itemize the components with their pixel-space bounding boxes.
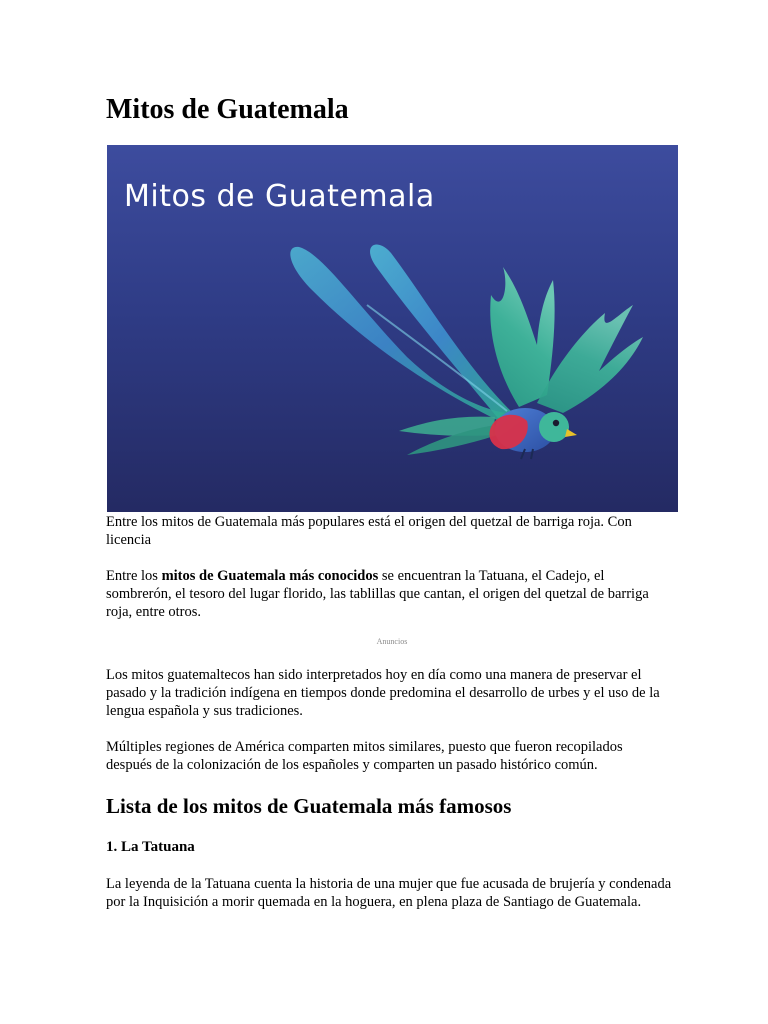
- item-1-title: 1. La Tatuana: [106, 839, 195, 855]
- paragraph-2: Múltiples regiones de América comparten mitos similares, puesto que fueron recopilados después de la colonización de los españoles y comparten un pasado histórico común.: [106, 739, 623, 773]
- paragraph-1: Los mitos guatemaltecos han sido interpretados hoy en día como una manera de preservar el pasado y la tradición indígena en tiempos donde predomina el desarrollo de urbes y el uso de la lengua española y sus tradiciones.: [106, 667, 660, 719]
- hero-image: [107, 145, 678, 512]
- hero-image-title: Mitos de Guatemala: [124, 179, 435, 214]
- intro-paragraph: [106, 567, 672, 621]
- intro-text-after: se encuentran la Tatuana, el Cadejo, el sombrerón, el tesoro del lugar florido, las tablillas que cantan, el origen del quetzal de barriga roja, entre otros.: [106, 568, 649, 620]
- quetzal-illustration: [107, 145, 678, 512]
- ads-label: Anuncios: [376, 637, 408, 646]
- item-1-text: La leyenda de la Tatuana cuenta la historia de una mujer que fue acusada de brujería y condenada por la Inquisición a morir quemada en la hoguera, en plena plaza de Santiago de Guatemala.: [106, 876, 672, 910]
- page-title: Mitos de Guatemala: [106, 94, 349, 125]
- section-title: Lista de los mitos de Guatemala más famosos: [106, 794, 512, 818]
- intro-text-before: Entre los: [106, 568, 162, 584]
- intro-text-bold: mitos de Guatemala más conocidos: [161, 568, 379, 584]
- image-caption: Entre los mitos de Guatemala más populares está el origen del quetzal de barriga roja. Con licencia: [106, 514, 632, 548]
